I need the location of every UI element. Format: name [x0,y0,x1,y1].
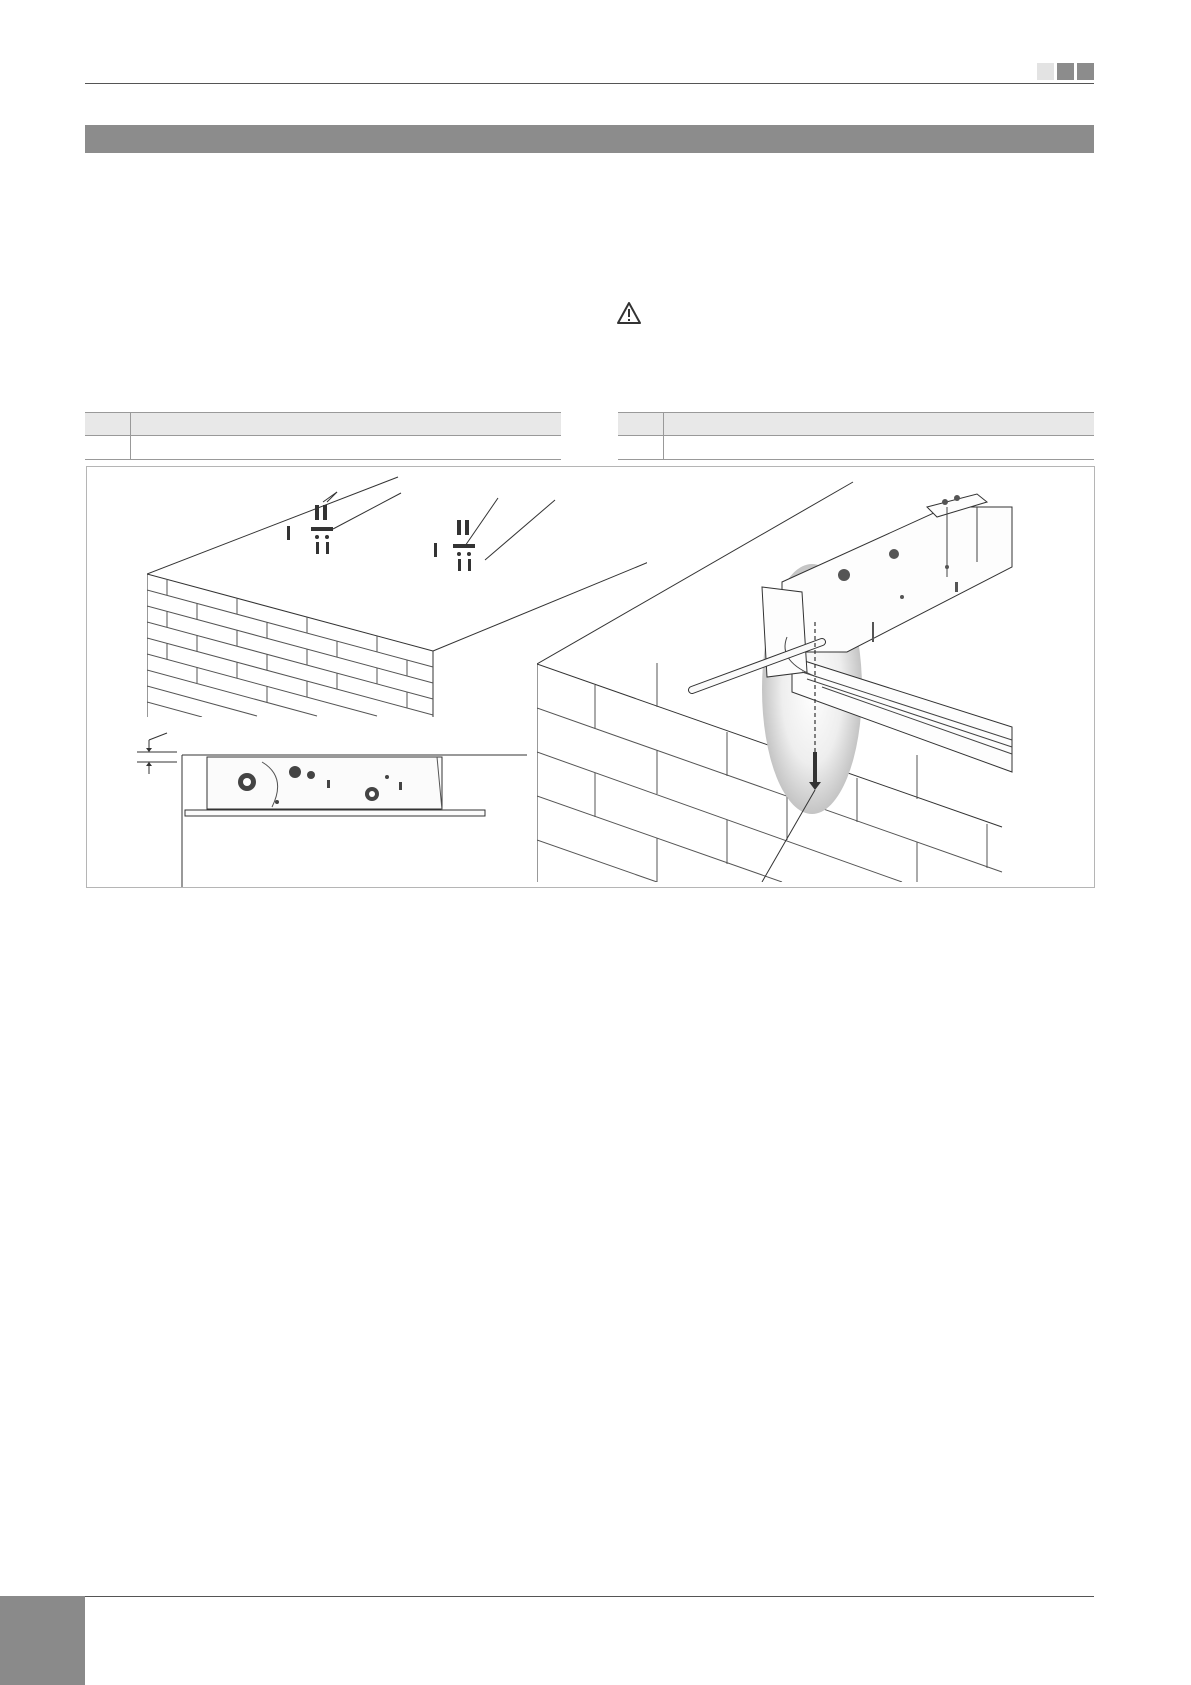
table-row [85,413,561,435]
header-marker-light [1037,63,1054,80]
header-marker-dark [1057,63,1074,80]
table-row [85,436,561,458]
legend-table-left [85,412,561,460]
table-row [618,436,1094,458]
unit-tilt-side-view-icon [137,732,557,887]
header-marker-dark [1077,63,1094,80]
table-row [618,413,1094,435]
footer-rule [85,1596,1094,1597]
installation-figure [86,466,1095,888]
unit-mounting-bracket-screw-detail-icon [537,472,1097,882]
header-rule [85,83,1094,84]
section-heading-bar [85,125,1094,153]
warning-triangle-icon [616,301,642,325]
legend-table-right [618,412,1094,460]
page-number-tab [0,1596,85,1685]
